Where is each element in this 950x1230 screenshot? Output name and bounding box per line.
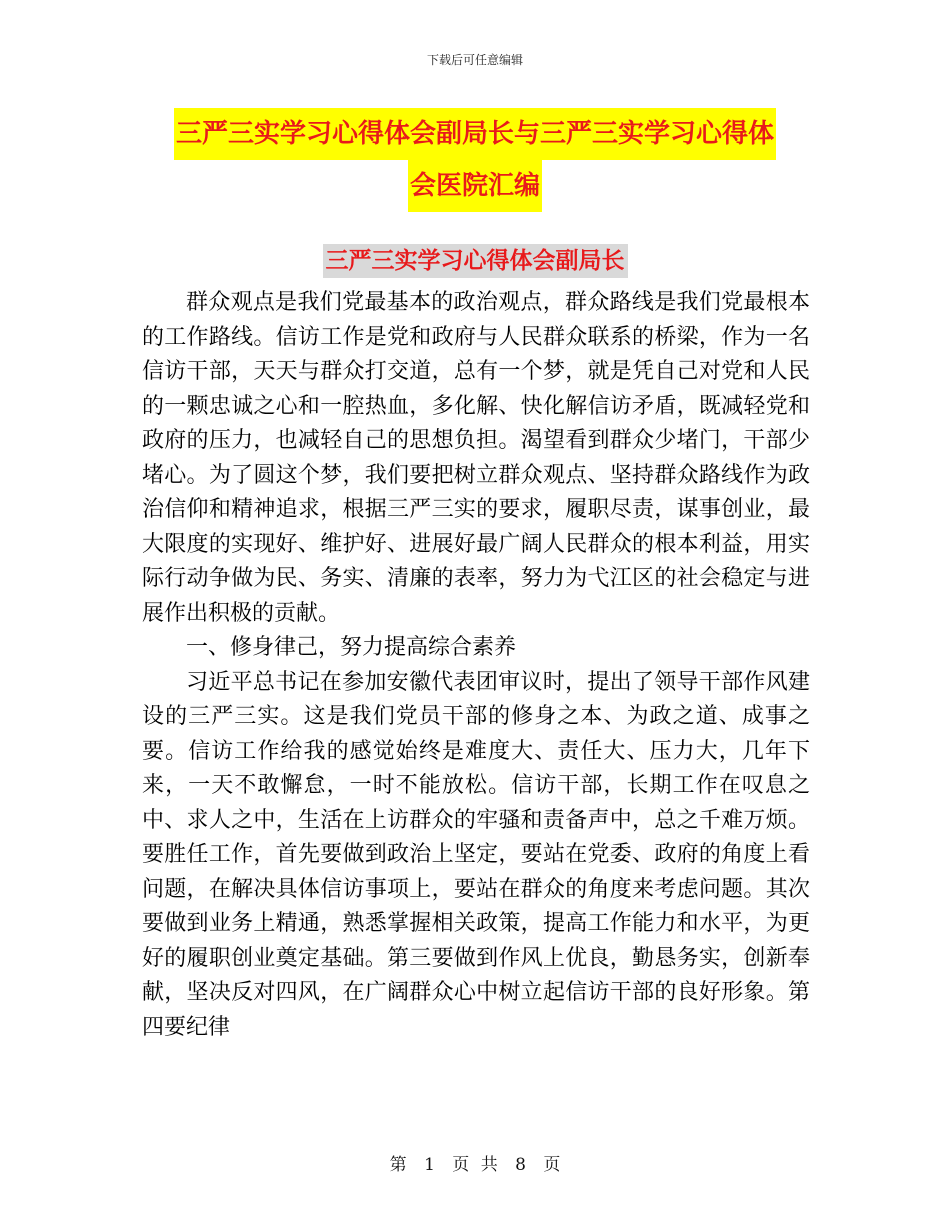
document-body <box>142 286 810 1045</box>
page-total: 8 <box>515 1155 526 1175</box>
title-line-1: 三严三实学习心得体会副局长与三严三实学习心得体 <box>174 108 776 160</box>
page-footer <box>0 1154 950 1176</box>
section-title <box>0 244 950 278</box>
paragraph-heading: 一、修身律己，努力提高综合素养 <box>186 635 517 660</box>
page-header: 下载后可任意编辑 <box>426 53 523 67</box>
title-line-2: 会医院汇编 <box>408 160 542 212</box>
paragraph: 习近平总书记在参加安徽代表团审议时，提出了领导干部作风建设的三严三实。这是我们党员干部的修身之本、为政之道、成事之要。信访工作给我的感觉始终是难度大、责任大、压力大，几年下来，一天不敢懈怠，一时不能放松。信访干部，长期工作在叹息之中、求人之中，生活在上访群众的牢骚和责备声中，总之千难万烦。要胜任工作，首先要做到政治上坚定，要站在党委、政府的角度上看问题，在解决具体信访事项上，要站在群众的角度来考虑问题。其次要做到业务上精通，熟悉掌握相关政策，提高工作能力和水平，为更好的履职创业奠定基础。第三要做到作风上优良，勤恳务实，创新奉献，坚决反对四风，在广阔群众心中树立起信访干部的良好形象。第四要纪律 <box>142 669 810 1040</box>
footer-prefix: 第 <box>389 1155 407 1175</box>
paragraph: 群众观点是我们党最基本的政治观点，群众路线是我们党最根本的工作路线。信访工作是党和政府与人民群众联系的桥梁，作为一名信访干部，天天与群众打交道，总有一个梦，就是凭自己对党和人民的一颗忠诚之心和一腔热血，多化解、快化解信访矛盾，既减轻党和政府的压力，也减轻自己的思想负担。渴望看到群众少堵门，干部少堵心。为了圆这个梦，我们要把树立群众观点、坚持群众路线作为政治信仰和精神追求，根据三严三实的要求，履职尽责，谋事创业，最大限度的实现好、维护好、进展好最广阔人民群众的根本利益，用实际行动争做为民、务实、清廉的表率，努力为弋江区的社会稳定与进展作出积极的贡献。 <box>142 290 810 626</box>
footer-suffix: 页 <box>543 1155 561 1175</box>
footer-mid: 页 共 <box>452 1155 498 1175</box>
document-title <box>0 108 950 212</box>
section-title-text: 三严三实学习心得体会副局长 <box>323 244 628 278</box>
page-number: 1 <box>424 1155 435 1175</box>
